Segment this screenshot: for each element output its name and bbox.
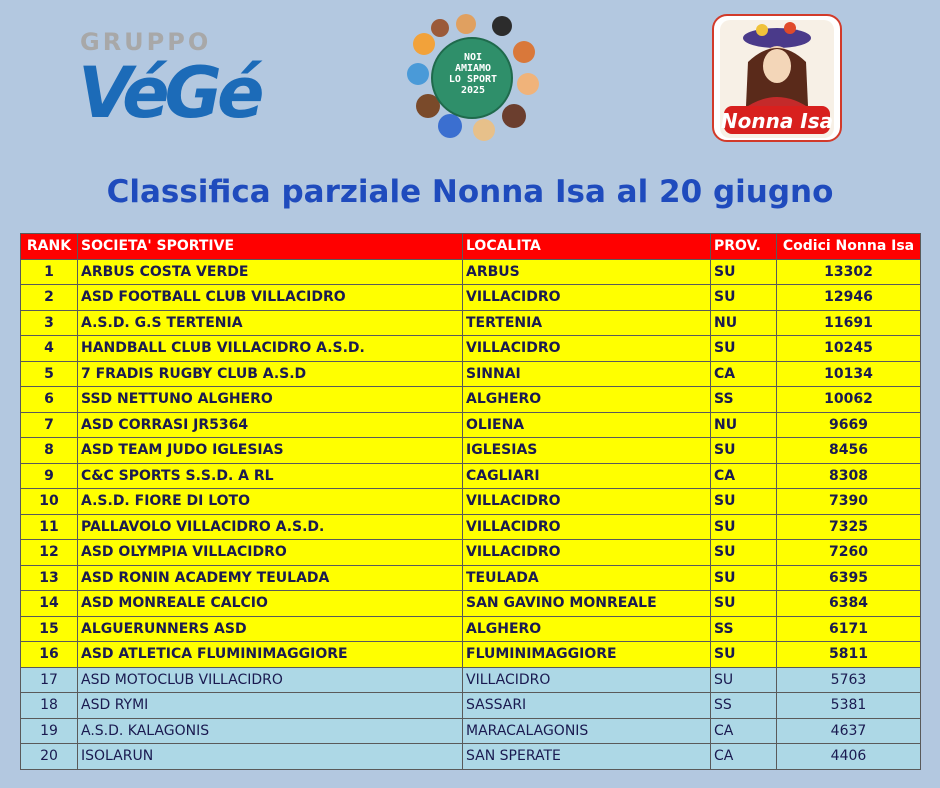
cell-codici: 6395 — [777, 565, 921, 591]
cell-rank: 10 — [21, 489, 78, 515]
table-row — [21, 744, 921, 770]
cell-societa: C&C SPORTS S.S.D. A RL — [78, 463, 463, 489]
cell-rank: 15 — [21, 616, 78, 642]
ranking-table — [20, 233, 921, 770]
table-row — [21, 361, 921, 387]
cell-localita: CAGLIARI — [463, 463, 711, 489]
cell-societa: ASD RYMI — [78, 693, 463, 719]
cell-rank: 16 — [21, 642, 78, 668]
cell-societa: ISOLARUN — [78, 744, 463, 770]
cell-prov: SU — [711, 285, 777, 311]
table-row — [21, 693, 921, 719]
cell-localita: VILLACIDRO — [463, 540, 711, 566]
cell-rank: 18 — [21, 693, 78, 719]
cell-societa: ASD TEAM JUDO IGLESIAS — [78, 438, 463, 464]
cell-societa: A.S.D. FIORE DI LOTO — [78, 489, 463, 515]
cell-localita: SINNAI — [463, 361, 711, 387]
cell-localita: FLUMINIMAGGIORE — [463, 642, 711, 668]
cell-prov: SS — [711, 693, 777, 719]
cell-societa: ASD MOTOCLUB VILLACIDRO — [78, 667, 463, 693]
cell-codici: 11691 — [777, 310, 921, 336]
cell-rank: 19 — [21, 718, 78, 744]
header-codici: Codici Nonna Isa — [777, 234, 921, 260]
cell-localita: SAN SPERATE — [463, 744, 711, 770]
cell-societa: ASD FOOTBALL CLUB VILLACIDRO — [78, 285, 463, 311]
noi-amiamo-lo-sport-logo — [402, 14, 542, 142]
cell-societa: ARBUS COSTA VERDE — [78, 259, 463, 285]
cell-codici: 7390 — [777, 489, 921, 515]
cell-prov: SU — [711, 642, 777, 668]
cell-localita: TEULADA — [463, 565, 711, 591]
cell-rank: 8 — [21, 438, 78, 464]
cell-prov: SU — [711, 489, 777, 515]
table-row — [21, 642, 921, 668]
cell-prov: CA — [711, 718, 777, 744]
cell-localita: MARACALAGONIS — [463, 718, 711, 744]
cell-localita: SASSARI — [463, 693, 711, 719]
cell-localita: ALGHERO — [463, 616, 711, 642]
sport-logo-line2: AMIAMO — [454, 63, 492, 74]
cell-prov: SU — [711, 438, 777, 464]
table-row — [21, 616, 921, 642]
cell-societa: ASD CORRASI JR5364 — [78, 412, 463, 438]
cell-localita: VILLACIDRO — [463, 336, 711, 362]
cell-prov: SU — [711, 667, 777, 693]
cell-societa: HANDBALL CLUB VILLACIDRO A.S.D. — [78, 336, 463, 362]
cell-rank: 7 — [21, 412, 78, 438]
sport-logo-text — [440, 52, 506, 96]
cell-codici: 8308 — [777, 463, 921, 489]
cell-prov: SS — [711, 387, 777, 413]
table-row — [21, 565, 921, 591]
cell-localita: VILLACIDRO — [463, 667, 711, 693]
cell-codici: 9669 — [777, 412, 921, 438]
table-row — [21, 463, 921, 489]
cell-codici: 6384 — [777, 591, 921, 617]
cell-localita: VILLACIDRO — [463, 514, 711, 540]
table-row — [21, 514, 921, 540]
cell-codici: 5763 — [777, 667, 921, 693]
header-localita: LOCALITA — [463, 234, 711, 260]
table-row — [21, 489, 921, 515]
cell-societa: SSD NETTUNO ALGHERO — [78, 387, 463, 413]
cell-rank: 9 — [21, 463, 78, 489]
cell-rank: 11 — [21, 514, 78, 540]
header-prov: PROV. — [711, 234, 777, 260]
table-row — [21, 310, 921, 336]
table-row — [21, 438, 921, 464]
table-row — [21, 259, 921, 285]
table-row — [21, 387, 921, 413]
cell-societa: ASD MONREALE CALCIO — [78, 591, 463, 617]
cell-codici: 10062 — [777, 387, 921, 413]
cell-prov: SS — [711, 616, 777, 642]
cell-codici: 5381 — [777, 693, 921, 719]
cell-societa: ASD RONIN ACADEMY TEULADA — [78, 565, 463, 591]
table-row — [21, 540, 921, 566]
cell-rank: 1 — [21, 259, 78, 285]
cell-codici: 4406 — [777, 744, 921, 770]
header-rank: RANK — [21, 234, 78, 260]
cell-localita: ALGHERO — [463, 387, 711, 413]
cell-prov: SU — [711, 565, 777, 591]
nonna-isa-logo — [712, 14, 842, 142]
table-row — [21, 285, 921, 311]
cell-societa: 7 FRADIS RUGBY CLUB A.S.D — [78, 361, 463, 387]
cell-localita: VILLACIDRO — [463, 285, 711, 311]
cell-localita: ARBUS — [463, 259, 711, 285]
cell-societa: ASD OLYMPIA VILLACIDRO — [78, 540, 463, 566]
cell-codici: 7260 — [777, 540, 921, 566]
cell-societa: A.S.D. G.S TERTENIA — [78, 310, 463, 336]
sport-logo-line1: NOI — [463, 52, 483, 63]
cell-localita: SAN GAVINO MONREALE — [463, 591, 711, 617]
sport-logo-line3: LO SPORT — [448, 74, 498, 85]
cell-codici: 8456 — [777, 438, 921, 464]
table-row — [21, 718, 921, 744]
cell-rank: 3 — [21, 310, 78, 336]
header-societa: SOCIETA' SPORTIVE — [78, 234, 463, 260]
cell-rank: 2 — [21, 285, 78, 311]
cell-codici: 7325 — [777, 514, 921, 540]
cell-rank: 6 — [21, 387, 78, 413]
cell-rank: 14 — [21, 591, 78, 617]
cell-prov: NU — [711, 310, 777, 336]
cell-rank: 4 — [21, 336, 78, 362]
sport-logo-line4: 2025 — [460, 85, 486, 96]
page-title: Classifica parziale Nonna Isa al 20 giugno — [106, 174, 834, 210]
cell-societa: ALGUERUNNERS ASD — [78, 616, 463, 642]
cell-prov: SU — [711, 591, 777, 617]
table-header-row — [21, 234, 921, 260]
cell-localita: VILLACIDRO — [463, 489, 711, 515]
cell-societa: A.S.D. KALAGONIS — [78, 718, 463, 744]
cell-codici: 4637 — [777, 718, 921, 744]
cell-rank: 17 — [21, 667, 78, 693]
cell-prov: NU — [711, 412, 777, 438]
cell-codici: 6171 — [777, 616, 921, 642]
cell-localita: TERTENIA — [463, 310, 711, 336]
cell-prov: CA — [711, 744, 777, 770]
cell-rank: 12 — [21, 540, 78, 566]
table-row — [21, 667, 921, 693]
cell-localita: IGLESIAS — [463, 438, 711, 464]
cell-prov: SU — [711, 514, 777, 540]
vege-logo-brand: VéGé — [78, 52, 260, 134]
cell-prov: SU — [711, 540, 777, 566]
cell-prov: SU — [711, 259, 777, 285]
cell-rank: 20 — [21, 744, 78, 770]
cell-societa: PALLAVOLO VILLACIDRO A.S.D. — [78, 514, 463, 540]
vege-logo-top-text: GRUPPO — [80, 28, 212, 56]
cell-localita: OLIENA — [463, 412, 711, 438]
cell-prov: SU — [711, 336, 777, 362]
cell-prov: CA — [711, 463, 777, 489]
table-row — [21, 412, 921, 438]
cell-societa: ASD ATLETICA FLUMINIMAGGIORE — [78, 642, 463, 668]
cell-codici: 5811 — [777, 642, 921, 668]
table-row — [21, 591, 921, 617]
cell-rank: 5 — [21, 361, 78, 387]
cell-codici: 12946 — [777, 285, 921, 311]
cell-rank: 13 — [21, 565, 78, 591]
cell-codici: 10245 — [777, 336, 921, 362]
cell-prov: CA — [711, 361, 777, 387]
table-row — [21, 336, 921, 362]
nonna-isa-logo-label: Nonna Isa — [720, 109, 834, 133]
gruppo-vege-logo — [78, 28, 260, 140]
cell-codici: 13302 — [777, 259, 921, 285]
cell-codici: 10134 — [777, 361, 921, 387]
logo-bar — [0, 0, 940, 160]
